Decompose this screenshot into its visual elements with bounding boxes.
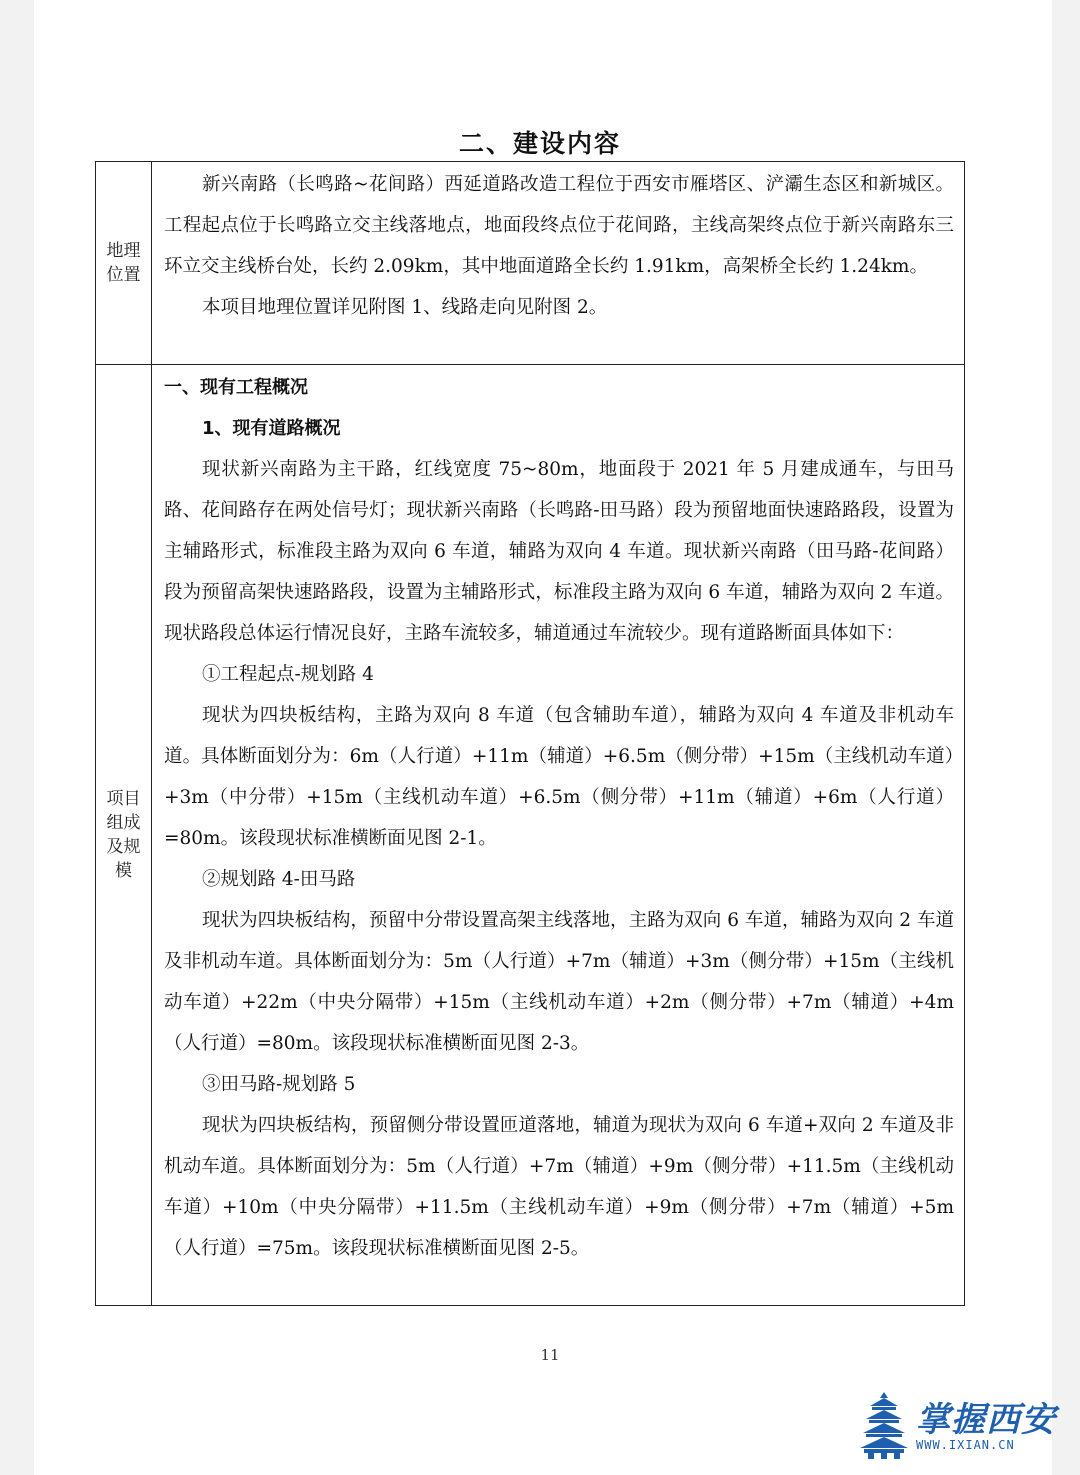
composition-label: 项目组成及规模 [106,789,141,881]
location-row [96,162,965,365]
watermark-url: WWW.IXIAN.CN [916,1438,1015,1452]
page-number: 11 [540,1346,560,1364]
location-content-cell [152,162,965,365]
composition-heading-2: 1、现有道路概况 [202,418,341,439]
watermark-name: 掌握西安 [916,1400,1056,1440]
composition-intro: 现状新兴南路为主干路，红线宽度 75~80m，地面段于 2021 年 5 月建成通车，与田马路、花间路存在两处信号灯；现状新兴南路（长鸣路-田马路）段为预留地面快速路路段，设置为主辅路形式，标准段主路为双向 6 车道，辅路为双向 4 车道。现状新兴南路（田马路-花间路）段为预留高架快速路路段，设置为主辅路形式，标准段主路为双向 6 车道，辅路为双向 2 车道。现状路段总体运行情况良好，主路车流较多，辅道通过车流较少。现有道路断面具体如下： [164,459,954,644]
location-content [152,162,964,332]
section-text-2: 现状为四块板结构，预留中分带设置高架主线落地，主路为双向 6 车道，辅路为双向 2 车道及非机动车道。具体断面划分为：5m（人行道）+7m（辅道）+3m（侧分带）+15m（主线机动车道）+22m（中央分隔带）+15m（主线机动车道）+2m（侧分带）+7m（辅道）+4m（人行道）=80m。该段现状标准横断面见图 2-3。 [164,910,954,1054]
tower-logo-icon [858,1390,910,1460]
section-title-1: ①工程起点-规划路 4 [202,664,374,685]
location-label-cell [96,162,152,365]
composition-content [152,365,964,1273]
watermark [858,1390,1058,1460]
composition-label-cell [96,365,152,1306]
section-title-3: ③田马路-规划路 5 [202,1074,356,1095]
section-text-1: 现状为四块板结构，主路为双向 8 车道（包含辅助车道），辅路为双向 4 车道及非机动车道。具体断面划分为：6m（人行道）+11m（辅道）+6.5m（侧分带）+15m（主线机动车道）+3m（中分带）+15m（主线机动车道）+6.5m（侧分带）+11m（辅道）+6m（人行道）=80m。该段现状标准横断面见图 2-1。 [164,705,954,849]
section-title-2: ②规划路 4-田马路 [202,869,356,890]
composition-heading-1: 一、现有工程概况 [164,377,308,398]
location-label: 地理位置 [106,241,141,285]
section-title: 二、建设内容 [458,129,621,158]
composition-content-cell [152,365,965,1306]
construction-content-table [95,161,965,1306]
location-paragraph: 本项目地理位置详见附图 1、线路走向见附图 2。 [202,297,608,318]
location-paragraph: 新兴南路（长鸣路~花间路）西延道路改造工程位于西安市雁塔区、浐灞生态区和新城区。工程起点位于长鸣路立交主线落地点，地面段终点位于花间路，主线高架终点位于新兴南路东三环立交主线桥台处，长约 2.09km，其中地面道路全长约 1.91km，高架桥全长约 1.24km。 [164,174,954,277]
section-text-3: 现状为四块板结构，预留侧分带设置匝道落地，辅道为现状为双向 6 车道+双向 2 车道及非机动车道。具体断面划分为：5m（人行道）+7m（辅道）+9m（侧分带）+11.5m（主线机动车道）+10m（中央分隔带）+11.5m（主线机动车道）+9m（侧分带）+7m（辅道）+5m（人行道）=75m。该段现状标准横断面见图 2-5。 [164,1115,954,1259]
composition-row [96,365,965,1306]
